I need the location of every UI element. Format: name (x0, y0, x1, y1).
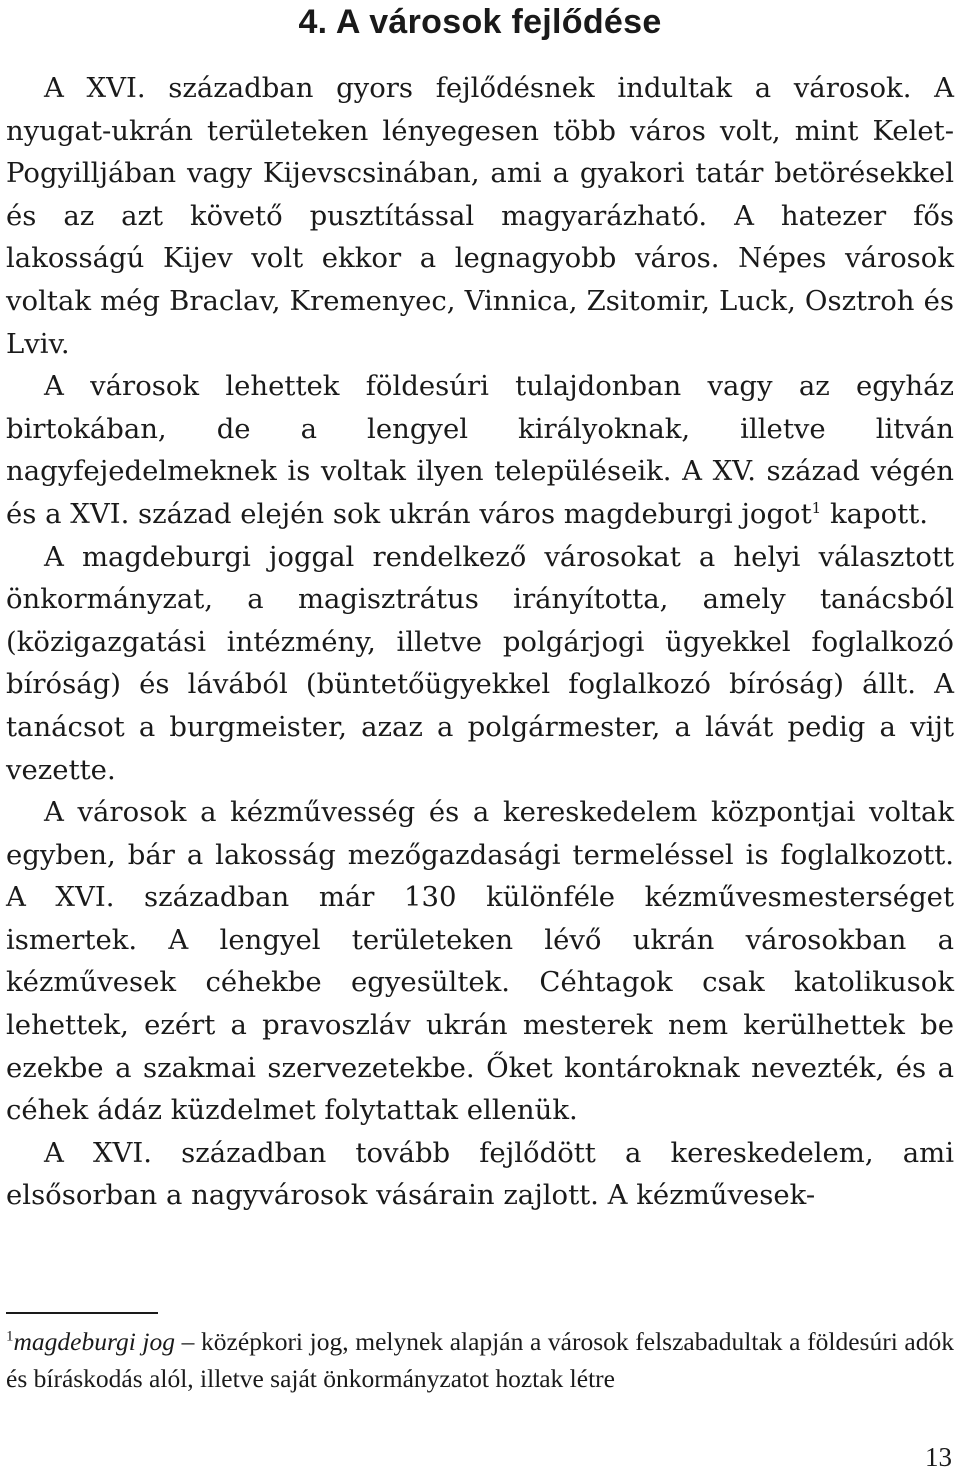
footnote-reference: 1 (811, 498, 822, 517)
document-page (6, 0, 954, 1477)
footnote (6, 1323, 954, 1397)
body-text (6, 67, 954, 1217)
paragraph-trade: A XVI. században tovább fejlődött a kereskedelem, ami elsősorban a nagyvárosok vásárain zajlott. A kézművesek- (6, 1136, 954, 1212)
paragraph-crafts-guilds: A városok a kézművesség és a kereskedelem központjai voltak egyben, bár a lakosság mezőgazdasági termeléssel is foglalkozott. A XVI. században már 130 különféle kézművesmesterséget ismertek. A lengyel területeken lévő ukrán városokban a kézművesek céhekbe egyesültek. Céhtagok csak katolikusok lehettek, ezért a pravoszláv ukrán mesterek nem kerülhettek be ezekbe a szakmai szervezetekbe. Őket kontároknak nevezték, és a céhek ádáz küzdelmet folytattak ellenük. (6, 796, 954, 1127)
paragraph-city-ownership-end: kapott. (821, 497, 929, 530)
page-number: 13 (925, 1442, 952, 1472)
chapter-title: 4. A városok fejlődése (298, 3, 662, 41)
footnote-term: magdeburgi jog (13, 1327, 176, 1356)
footnote-marker: 1 (6, 1328, 14, 1345)
paragraph-magdeburg-law: A magdeburgi joggal rendelkező városokat a helyi választott önkormányzat, a magisztrátus irányította, amely tanácsból (közigazgatási intézmény, illetve polgárjogi ügyekkel foglalkozó bíróság) és lávából (büntetőügyekkel foglalkozó bíróság) állt. A tanácsot a burgmeister, azaz a polgármester, a lávát pedig a vijt vezette. (6, 540, 954, 786)
footnote-text: – középkori jog, melynek alapján a városok felszabadultak a földesúri adók és bíráskodás alól, illetve saját önkormányzatot hoztak létre (6, 1327, 954, 1393)
paragraph-cities-growth: A XVI. században gyors fejlődésnek indultak a városok. A nyugat-ukrán területeken lényegesen több város volt, mint Kelet-Pogyilljában vagy Kijevscsinában, ami a gyakori tatár betörésekkel és az azt követő pusztítással magyarázható. A hatezer fős lakosságú Kijev volt ekkor a legnagyobb város. Népes városok voltak még Braclav, Kremenyec, Vinnica, Zsitomir, Luck, Osztroh és Lviv. (6, 72, 954, 360)
footnote-divider (6, 1312, 158, 1314)
paragraph-city-ownership-text: A városok lehettek földesúri tulajdonban vagy az egyház birtokában, de a lengyel királyoknak, illetve litván nagyfejedelmeknek is voltak ilyen településeik. A XV. század végén és a XVI. század elején sok ukrán város magdeburgi jogot (6, 370, 954, 530)
paragraph-city-ownership (6, 365, 954, 535)
